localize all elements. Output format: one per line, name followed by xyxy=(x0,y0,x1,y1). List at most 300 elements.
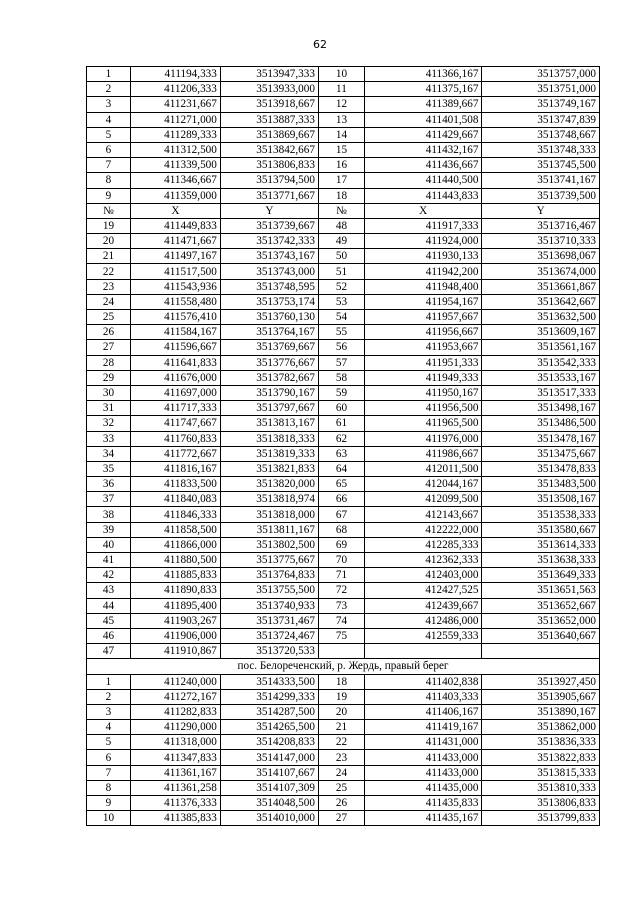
y-coordinate-cell: 3513739,500 xyxy=(482,188,600,203)
point-number-cell: 55 xyxy=(318,325,364,340)
y-coordinate-cell: 3513933,000 xyxy=(220,82,318,97)
header-row xyxy=(87,203,600,218)
point-number-cell: 10 xyxy=(318,67,364,82)
table-row xyxy=(87,340,600,355)
point-number-cell: 26 xyxy=(87,325,131,340)
point-number-cell: 48 xyxy=(318,218,364,233)
x-coordinate-cell: 411930,133 xyxy=(364,249,482,264)
table-row xyxy=(87,507,600,522)
point-number-cell: 44 xyxy=(87,598,131,613)
table-row xyxy=(87,765,600,780)
x-coordinate-cell: 411361,167 xyxy=(130,765,220,780)
x-coordinate-cell: 411497,167 xyxy=(130,249,220,264)
x-coordinate-cell: 411429,667 xyxy=(364,127,482,142)
point-number-cell: 8 xyxy=(87,173,131,188)
y-coordinate-cell: 3513475,667 xyxy=(482,446,600,461)
point-number-cell: 41 xyxy=(87,553,131,568)
point-number-cell: 6 xyxy=(87,750,131,765)
point-number-cell: 7 xyxy=(87,158,131,173)
x-coordinate-cell: 411903,267 xyxy=(130,613,220,628)
x-coordinate-cell: 411435,000 xyxy=(364,780,482,795)
x-coordinate-cell: 411890,833 xyxy=(130,583,220,598)
y-coordinate-cell: 3513806,833 xyxy=(482,796,600,811)
point-number-cell: 57 xyxy=(318,355,364,370)
x-coordinate-cell: 411953,667 xyxy=(364,340,482,355)
point-number-cell: 5 xyxy=(87,735,131,750)
x-coordinate-cell: 411949,333 xyxy=(364,370,482,385)
x-coordinate-cell: 411641,833 xyxy=(130,355,220,370)
x-coordinate-cell: 411910,867 xyxy=(130,644,220,659)
y-coordinate-cell: 3513698,067 xyxy=(482,249,600,264)
x-coordinate-cell: 411906,000 xyxy=(130,628,220,643)
point-number-cell: 54 xyxy=(318,310,364,325)
point-number-cell: 58 xyxy=(318,370,364,385)
y-coordinate-cell: 3513802,500 xyxy=(220,537,318,552)
y-coordinate-cell: 3513869,667 xyxy=(220,127,318,142)
table-row xyxy=(87,477,600,492)
point-number-cell: 22 xyxy=(87,264,131,279)
point-number-cell: 26 xyxy=(318,796,364,811)
y-coordinate-cell: 3514299,333 xyxy=(220,689,318,704)
point-number-cell: 19 xyxy=(87,218,131,233)
point-number-cell: 11 xyxy=(318,82,364,97)
y-coordinate-cell: 3513743,167 xyxy=(220,249,318,264)
table-row xyxy=(87,67,600,82)
table-row xyxy=(87,674,600,689)
table-row xyxy=(87,173,600,188)
table-row xyxy=(87,598,600,613)
x-coordinate-cell: 411956,667 xyxy=(364,325,482,340)
x-coordinate-cell: 411885,833 xyxy=(130,568,220,583)
table-row xyxy=(87,553,600,568)
page-number: 62 xyxy=(313,38,327,51)
point-number-cell: 18 xyxy=(318,188,364,203)
y-coordinate-cell: 3513749,167 xyxy=(482,97,600,112)
y-coordinate-cell: 3514107,309 xyxy=(220,780,318,795)
x-coordinate-cell: 411951,333 xyxy=(364,355,482,370)
x-coordinate-cell: 411318,000 xyxy=(130,735,220,750)
x-coordinate-cell: 411419,167 xyxy=(364,720,482,735)
y-coordinate-cell: 3513652,000 xyxy=(482,613,600,628)
table-row xyxy=(87,385,600,400)
y-coordinate-cell: 3513769,667 xyxy=(220,340,318,355)
point-number-cell: 24 xyxy=(318,765,364,780)
point-number-cell: 4 xyxy=(87,720,131,735)
y-coordinate-cell: 3513818,974 xyxy=(220,492,318,507)
point-number-cell: 32 xyxy=(87,416,131,431)
point-number-cell: 3 xyxy=(87,704,131,719)
x-coordinate-cell: 411596,667 xyxy=(130,340,220,355)
point-number-cell: 3 xyxy=(87,97,131,112)
point-number-cell: 27 xyxy=(318,811,364,826)
point-number-cell: 22 xyxy=(318,735,364,750)
point-number-cell: 31 xyxy=(87,401,131,416)
section-title: пос. Белореченский, р. Жердь, правый берег xyxy=(87,659,600,674)
x-coordinate-cell: 411290,000 xyxy=(130,720,220,735)
point-number-cell: 30 xyxy=(87,385,131,400)
y-coordinate-cell: 3513649,333 xyxy=(482,568,600,583)
x-coordinate-cell: 411289,333 xyxy=(130,127,220,142)
y-coordinate-cell: 3513739,667 xyxy=(220,218,318,233)
x-coordinate-cell: 411206,333 xyxy=(130,82,220,97)
y-coordinate-cell: 3513813,167 xyxy=(220,416,318,431)
table-row xyxy=(87,735,600,750)
y-coordinate-cell: 3513794,500 xyxy=(220,173,318,188)
x-coordinate-cell: 411433,000 xyxy=(364,765,482,780)
point-number-cell: 53 xyxy=(318,294,364,309)
point-number-cell: 39 xyxy=(87,522,131,537)
point-number-cell: 12 xyxy=(318,97,364,112)
x-coordinate-cell: 411543,936 xyxy=(130,279,220,294)
point-number-cell: 67 xyxy=(318,507,364,522)
table-row xyxy=(87,811,600,826)
x-coordinate-cell: 411194,333 xyxy=(130,67,220,82)
y-coordinate-cell: 3513753,174 xyxy=(220,294,318,309)
x-coordinate-cell: 411558,480 xyxy=(130,294,220,309)
x-coordinate-cell: 411403,333 xyxy=(364,689,482,704)
table-row xyxy=(87,142,600,157)
table-row xyxy=(87,97,600,112)
x-coordinate-cell: 412222,000 xyxy=(364,522,482,537)
y-coordinate-cell: 3513710,333 xyxy=(482,234,600,249)
column-header: Y xyxy=(482,203,600,218)
y-coordinate-cell: 3514147,000 xyxy=(220,750,318,765)
y-coordinate-cell: 3513887,333 xyxy=(220,112,318,127)
coordinates-table xyxy=(86,66,600,826)
table-row xyxy=(87,796,600,811)
y-coordinate-cell: 3514107,667 xyxy=(220,765,318,780)
x-coordinate-cell: 411432,167 xyxy=(364,142,482,157)
x-coordinate-cell: 411375,167 xyxy=(364,82,482,97)
y-coordinate-cell: 3513538,333 xyxy=(482,507,600,522)
point-number-cell: 51 xyxy=(318,264,364,279)
column-header: № xyxy=(87,203,131,218)
table-row xyxy=(87,431,600,446)
point-number-cell: 66 xyxy=(318,492,364,507)
y-coordinate-cell: 3513609,167 xyxy=(482,325,600,340)
table-row xyxy=(87,644,600,659)
x-coordinate-cell: 412044,167 xyxy=(364,477,482,492)
x-coordinate-cell: 411231,667 xyxy=(130,97,220,112)
y-coordinate-cell: 3513486,500 xyxy=(482,416,600,431)
x-coordinate-cell: 411866,000 xyxy=(130,537,220,552)
y-coordinate-cell: 3513757,000 xyxy=(482,67,600,82)
point-number-cell: 63 xyxy=(318,446,364,461)
x-coordinate-cell: 411389,667 xyxy=(364,97,482,112)
table-row xyxy=(87,82,600,97)
x-coordinate-cell: 411436,667 xyxy=(364,158,482,173)
x-coordinate-cell: 411676,000 xyxy=(130,370,220,385)
point-number-cell: 9 xyxy=(87,188,131,203)
point-number-cell: 19 xyxy=(318,689,364,704)
x-coordinate-cell: 411385,833 xyxy=(130,811,220,826)
y-coordinate-cell: 3513764,167 xyxy=(220,325,318,340)
column-header: № xyxy=(318,203,364,218)
point-number-cell: 52 xyxy=(318,279,364,294)
x-coordinate-cell: 411347,833 xyxy=(130,750,220,765)
x-coordinate-cell: 411312,500 xyxy=(130,142,220,157)
y-coordinate-cell: 3513806,833 xyxy=(220,158,318,173)
point-number-cell: 2 xyxy=(87,689,131,704)
y-coordinate-cell: 3513716,467 xyxy=(482,218,600,233)
point-number-cell: 16 xyxy=(318,158,364,173)
x-coordinate-cell: 412439,667 xyxy=(364,598,482,613)
x-coordinate-cell: 411880,500 xyxy=(130,553,220,568)
x-coordinate-cell: 411976,000 xyxy=(364,431,482,446)
y-coordinate-cell: 3513740,933 xyxy=(220,598,318,613)
point-number-cell: 42 xyxy=(87,568,131,583)
point-number-cell: 14 xyxy=(318,127,364,142)
x-coordinate-cell: 411443,833 xyxy=(364,188,482,203)
table-row xyxy=(87,416,600,431)
point-number-cell xyxy=(318,644,364,659)
y-coordinate-cell: 3513542,333 xyxy=(482,355,600,370)
x-coordinate-cell: 411584,167 xyxy=(130,325,220,340)
y-coordinate-cell: 3513811,167 xyxy=(220,522,318,537)
table-row xyxy=(87,613,600,628)
y-coordinate-cell: 3513815,333 xyxy=(482,765,600,780)
y-coordinate-cell: 3513642,667 xyxy=(482,294,600,309)
point-number-cell: 10 xyxy=(87,811,131,826)
x-coordinate-cell: 412403,000 xyxy=(364,568,482,583)
y-coordinate-cell: 3513820,000 xyxy=(220,477,318,492)
point-number-cell: 29 xyxy=(87,370,131,385)
x-coordinate-cell: 411950,167 xyxy=(364,385,482,400)
table-row xyxy=(87,628,600,643)
y-coordinate-cell: 3513745,500 xyxy=(482,158,600,173)
x-coordinate-cell: 412486,000 xyxy=(364,613,482,628)
x-coordinate-cell: 411272,167 xyxy=(130,689,220,704)
point-number-cell: 36 xyxy=(87,477,131,492)
y-coordinate-cell: 3514333,500 xyxy=(220,674,318,689)
point-number-cell: 8 xyxy=(87,780,131,795)
point-number-cell: 1 xyxy=(87,674,131,689)
y-coordinate-cell: 3513821,833 xyxy=(220,461,318,476)
point-number-cell: 60 xyxy=(318,401,364,416)
table-row xyxy=(87,583,600,598)
y-coordinate-cell: 3513905,667 xyxy=(482,689,600,704)
table-row xyxy=(87,568,600,583)
column-header: X xyxy=(130,203,220,218)
x-coordinate-cell: 411240,000 xyxy=(130,674,220,689)
point-number-cell: 17 xyxy=(318,173,364,188)
y-coordinate-cell: 3513918,667 xyxy=(220,97,318,112)
y-coordinate-cell: 3513478,167 xyxy=(482,431,600,446)
x-coordinate-cell: 411282,833 xyxy=(130,704,220,719)
x-coordinate-cell: 411376,333 xyxy=(130,796,220,811)
x-coordinate-cell: 411433,000 xyxy=(364,750,482,765)
x-coordinate-cell: 412011,500 xyxy=(364,461,482,476)
point-number-cell: 13 xyxy=(318,112,364,127)
y-coordinate-cell: 3513775,667 xyxy=(220,553,318,568)
point-number-cell: 46 xyxy=(87,628,131,643)
table-row xyxy=(87,461,600,476)
x-coordinate-cell: 411449,833 xyxy=(130,218,220,233)
y-coordinate-cell: 3513818,333 xyxy=(220,431,318,446)
y-coordinate-cell: 3513927,450 xyxy=(482,674,600,689)
table-row xyxy=(87,249,600,264)
column-header: X xyxy=(364,203,482,218)
point-number-cell: 59 xyxy=(318,385,364,400)
y-coordinate-cell: 3513614,333 xyxy=(482,537,600,552)
point-number-cell: 75 xyxy=(318,628,364,643)
point-number-cell: 71 xyxy=(318,568,364,583)
point-number-cell: 9 xyxy=(87,796,131,811)
table-row xyxy=(87,401,600,416)
point-number-cell: 21 xyxy=(87,249,131,264)
point-number-cell: 25 xyxy=(87,310,131,325)
table-row xyxy=(87,294,600,309)
y-coordinate-cell: 3513674,000 xyxy=(482,264,600,279)
x-coordinate-cell: 411440,500 xyxy=(364,173,482,188)
point-number-cell: 40 xyxy=(87,537,131,552)
x-coordinate-cell: 411435,833 xyxy=(364,796,482,811)
point-number-cell: 20 xyxy=(87,234,131,249)
y-coordinate-cell: 3513748,667 xyxy=(482,127,600,142)
y-coordinate-cell: 3513819,333 xyxy=(220,446,318,461)
table-row xyxy=(87,325,600,340)
table-row xyxy=(87,704,600,719)
point-number-cell: 47 xyxy=(87,644,131,659)
y-coordinate-cell: 3514208,833 xyxy=(220,735,318,750)
y-coordinate-cell: 3513651,563 xyxy=(482,583,600,598)
point-number-cell: 69 xyxy=(318,537,364,552)
table-row xyxy=(87,218,600,233)
y-coordinate-cell: 3513747,839 xyxy=(482,112,600,127)
point-number-cell: 38 xyxy=(87,507,131,522)
y-coordinate-cell: 3513890,167 xyxy=(482,704,600,719)
x-coordinate-cell: 411576,410 xyxy=(130,310,220,325)
table-row xyxy=(87,492,600,507)
point-number-cell: 34 xyxy=(87,446,131,461)
x-coordinate-cell: 411957,667 xyxy=(364,310,482,325)
x-coordinate-cell: 411471,667 xyxy=(130,234,220,249)
y-coordinate-cell: 3513797,667 xyxy=(220,401,318,416)
x-coordinate-cell: 411339,500 xyxy=(130,158,220,173)
y-coordinate-cell: 3513751,000 xyxy=(482,82,600,97)
y-coordinate-cell: 3513822,833 xyxy=(482,750,600,765)
point-number-cell: 49 xyxy=(318,234,364,249)
x-coordinate-cell: 411840,083 xyxy=(130,492,220,507)
x-coordinate-cell: 411816,167 xyxy=(130,461,220,476)
x-coordinate-cell: 411942,200 xyxy=(364,264,482,279)
point-number-cell: 56 xyxy=(318,340,364,355)
table-row xyxy=(87,279,600,294)
x-coordinate-cell xyxy=(364,644,482,659)
x-coordinate-cell: 412362,333 xyxy=(364,553,482,568)
point-number-cell: 15 xyxy=(318,142,364,157)
x-coordinate-cell: 411772,667 xyxy=(130,446,220,461)
y-coordinate-cell: 3513638,333 xyxy=(482,553,600,568)
point-number-cell: 33 xyxy=(87,431,131,446)
x-coordinate-cell: 411431,000 xyxy=(364,735,482,750)
point-number-cell: 45 xyxy=(87,613,131,628)
x-coordinate-cell: 412559,333 xyxy=(364,628,482,643)
section-row xyxy=(87,659,600,674)
x-coordinate-cell: 411366,167 xyxy=(364,67,482,82)
point-number-cell: 27 xyxy=(87,340,131,355)
y-coordinate-cell: 3513764,833 xyxy=(220,568,318,583)
table-row xyxy=(87,370,600,385)
x-coordinate-cell: 411948,400 xyxy=(364,279,482,294)
y-coordinate-cell: 3513661,867 xyxy=(482,279,600,294)
x-coordinate-cell: 411858,500 xyxy=(130,522,220,537)
table-row xyxy=(87,158,600,173)
point-number-cell: 50 xyxy=(318,249,364,264)
x-coordinate-cell: 411435,167 xyxy=(364,811,482,826)
y-coordinate-cell: 3513731,467 xyxy=(220,613,318,628)
x-coordinate-cell: 411956,500 xyxy=(364,401,482,416)
point-number-cell: 25 xyxy=(318,780,364,795)
y-coordinate-cell: 3513790,167 xyxy=(220,385,318,400)
point-number-cell: 61 xyxy=(318,416,364,431)
y-coordinate-cell: 3513836,333 xyxy=(482,735,600,750)
y-coordinate-cell: 3513652,667 xyxy=(482,598,600,613)
point-number-cell: 21 xyxy=(318,720,364,735)
x-coordinate-cell: 412427,525 xyxy=(364,583,482,598)
x-coordinate-cell: 411833,500 xyxy=(130,477,220,492)
point-number-cell: 73 xyxy=(318,598,364,613)
x-coordinate-cell: 412285,333 xyxy=(364,537,482,552)
y-coordinate-cell: 3513517,333 xyxy=(482,385,600,400)
y-coordinate-cell: 3513771,667 xyxy=(220,188,318,203)
point-number-cell: 68 xyxy=(318,522,364,537)
point-number-cell: 37 xyxy=(87,492,131,507)
table-row xyxy=(87,720,600,735)
y-coordinate-cell: 3514048,500 xyxy=(220,796,318,811)
table-row xyxy=(87,446,600,461)
point-number-cell: 2 xyxy=(87,82,131,97)
y-coordinate-cell: 3513760,130 xyxy=(220,310,318,325)
y-coordinate-cell: 3513776,667 xyxy=(220,355,318,370)
y-coordinate-cell: 3514010,000 xyxy=(220,811,318,826)
x-coordinate-cell: 411271,000 xyxy=(130,112,220,127)
table-row xyxy=(87,264,600,279)
y-coordinate-cell: 3513478,833 xyxy=(482,461,600,476)
x-coordinate-cell: 411359,000 xyxy=(130,188,220,203)
y-coordinate-cell: 3513782,667 xyxy=(220,370,318,385)
x-coordinate-cell: 412143,667 xyxy=(364,507,482,522)
y-coordinate-cell: 3513742,333 xyxy=(220,234,318,249)
y-coordinate-cell: 3513483,500 xyxy=(482,477,600,492)
point-number-cell: 70 xyxy=(318,553,364,568)
y-coordinate-cell: 3514287,500 xyxy=(220,704,318,719)
x-coordinate-cell: 411717,333 xyxy=(130,401,220,416)
x-coordinate-cell: 411986,667 xyxy=(364,446,482,461)
point-number-cell: 5 xyxy=(87,127,131,142)
x-coordinate-cell: 411846,333 xyxy=(130,507,220,522)
table-row xyxy=(87,522,600,537)
y-coordinate-cell: 3513799,833 xyxy=(482,811,600,826)
table-row xyxy=(87,537,600,552)
table-row xyxy=(87,127,600,142)
y-coordinate-cell: 3513748,333 xyxy=(482,142,600,157)
point-number-cell: 65 xyxy=(318,477,364,492)
y-coordinate-cell: 3513561,167 xyxy=(482,340,600,355)
point-number-cell: 43 xyxy=(87,583,131,598)
x-coordinate-cell: 411747,667 xyxy=(130,416,220,431)
y-coordinate-cell: 3513720,533 xyxy=(220,644,318,659)
point-number-cell: 74 xyxy=(318,613,364,628)
point-number-cell: 62 xyxy=(318,431,364,446)
x-coordinate-cell: 411361,258 xyxy=(130,780,220,795)
point-number-cell: 35 xyxy=(87,461,131,476)
point-number-cell: 28 xyxy=(87,355,131,370)
point-number-cell: 64 xyxy=(318,461,364,476)
y-coordinate-cell: 3513818,000 xyxy=(220,507,318,522)
x-coordinate-cell: 411965,500 xyxy=(364,416,482,431)
x-coordinate-cell: 411917,333 xyxy=(364,218,482,233)
